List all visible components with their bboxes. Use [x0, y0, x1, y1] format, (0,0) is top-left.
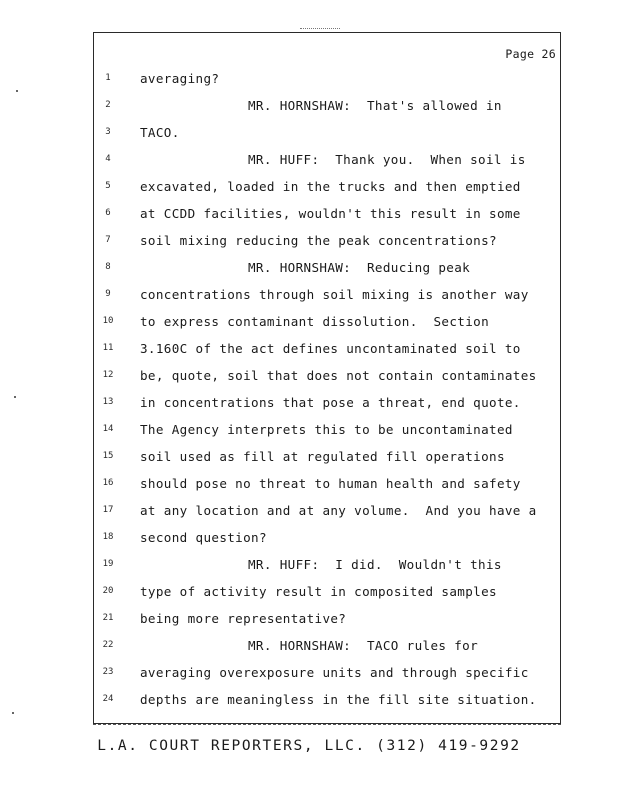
line-number: 12 — [102, 370, 114, 380]
transcript-line — [94, 638, 562, 658]
line-text: should pose no threat to human health and safety — [140, 476, 521, 491]
line-text: at CCDD facilities, wouldn't this result in some — [140, 206, 521, 221]
transcript-line — [94, 503, 562, 523]
transcript-line — [94, 449, 562, 469]
line-number: 5 — [105, 181, 111, 191]
line-text: second question? — [140, 530, 267, 545]
line-text: soil used as fill at regulated fill operations — [140, 449, 505, 464]
line-text: averaging? — [140, 71, 220, 86]
transcript-line — [94, 260, 562, 280]
line-number: 18 — [102, 532, 114, 542]
line-text: type of activity result in composited samples — [140, 584, 497, 599]
line-text: at any location and at any volume. And you have a — [140, 503, 537, 518]
transcript-line — [94, 341, 562, 361]
line-text: be, quote, soil that does not contain contaminates — [140, 368, 537, 383]
scan-speck — [14, 396, 16, 398]
transcript-line — [94, 98, 562, 118]
line-number: 11 — [102, 343, 114, 353]
transcript-line — [94, 692, 562, 712]
line-text: MR. HUFF: Thank you. When soil is — [248, 152, 526, 167]
line-number: 2 — [105, 100, 111, 110]
transcript-line — [94, 476, 562, 496]
transcript-line — [94, 422, 562, 442]
transcript-line — [94, 611, 562, 631]
line-text: MR. HORNSHAW: Reducing peak — [248, 260, 471, 275]
line-text: 3.160C of the act defines uncontaminated soil to — [140, 341, 521, 356]
line-number: 8 — [105, 262, 111, 272]
page-bottom-rule — [93, 724, 561, 725]
line-number: 13 — [102, 397, 114, 407]
line-number: 24 — [102, 694, 114, 704]
line-number: 7 — [105, 235, 111, 245]
transcript-line — [94, 71, 562, 91]
transcript-line — [94, 125, 562, 145]
scan-speck — [12, 712, 14, 714]
transcript-line — [94, 206, 562, 226]
line-number: 14 — [102, 424, 114, 434]
top-scan-mark — [300, 28, 340, 29]
line-text: MR. HORNSHAW: That's allowed in — [248, 98, 502, 113]
transcript-line — [94, 557, 562, 577]
line-number: 6 — [105, 208, 111, 218]
transcript-line — [94, 152, 562, 172]
line-text: averaging overexposure units and through specific — [140, 665, 529, 680]
transcript-line — [94, 584, 562, 604]
court-reporter-footer: L.A. COURT REPORTERS, LLC. (312) 419-9292 — [97, 738, 521, 754]
line-number: 19 — [102, 559, 114, 569]
line-number: 3 — [105, 127, 111, 137]
line-text: The Agency interprets this to be uncontaminated — [140, 422, 513, 437]
line-text: concentrations through soil mixing is another way — [140, 287, 529, 302]
line-text: in concentrations that pose a threat, end quote. — [140, 395, 521, 410]
transcript-line — [94, 665, 562, 685]
line-text: soil mixing reducing the peak concentrations? — [140, 233, 497, 248]
line-text: excavated, loaded in the trucks and then emptied — [140, 179, 521, 194]
transcript-line — [94, 368, 562, 388]
line-number: 15 — [102, 451, 114, 461]
line-text: depths are meaningless in the fill site situation. — [140, 692, 537, 707]
line-number: 16 — [102, 478, 114, 488]
line-number: 4 — [105, 154, 111, 164]
transcript-line — [94, 395, 562, 415]
transcript-line — [94, 233, 562, 253]
line-number: 22 — [102, 640, 114, 650]
line-text: being more representative? — [140, 611, 347, 626]
line-number: 23 — [102, 667, 114, 677]
line-text: MR. HORNSHAW: TACO rules for — [248, 638, 479, 653]
scan-speck — [16, 90, 18, 92]
line-number: 1 — [105, 73, 111, 83]
line-number: 21 — [102, 613, 114, 623]
page-number-label: Page 26 — [505, 47, 556, 61]
transcript-line — [94, 179, 562, 199]
line-number: 20 — [102, 586, 114, 596]
transcript-line — [94, 314, 562, 334]
transcript-line — [94, 287, 562, 307]
line-number: 10 — [102, 316, 114, 326]
line-text: MR. HUFF: I did. Wouldn't this — [248, 557, 502, 572]
line-text: TACO. — [140, 125, 180, 140]
transcript-page-frame — [93, 32, 561, 724]
transcript-line — [94, 530, 562, 550]
line-number: 17 — [102, 505, 114, 515]
line-number: 9 — [105, 289, 111, 299]
line-text: to express contaminant dissolution. Section — [140, 314, 490, 329]
